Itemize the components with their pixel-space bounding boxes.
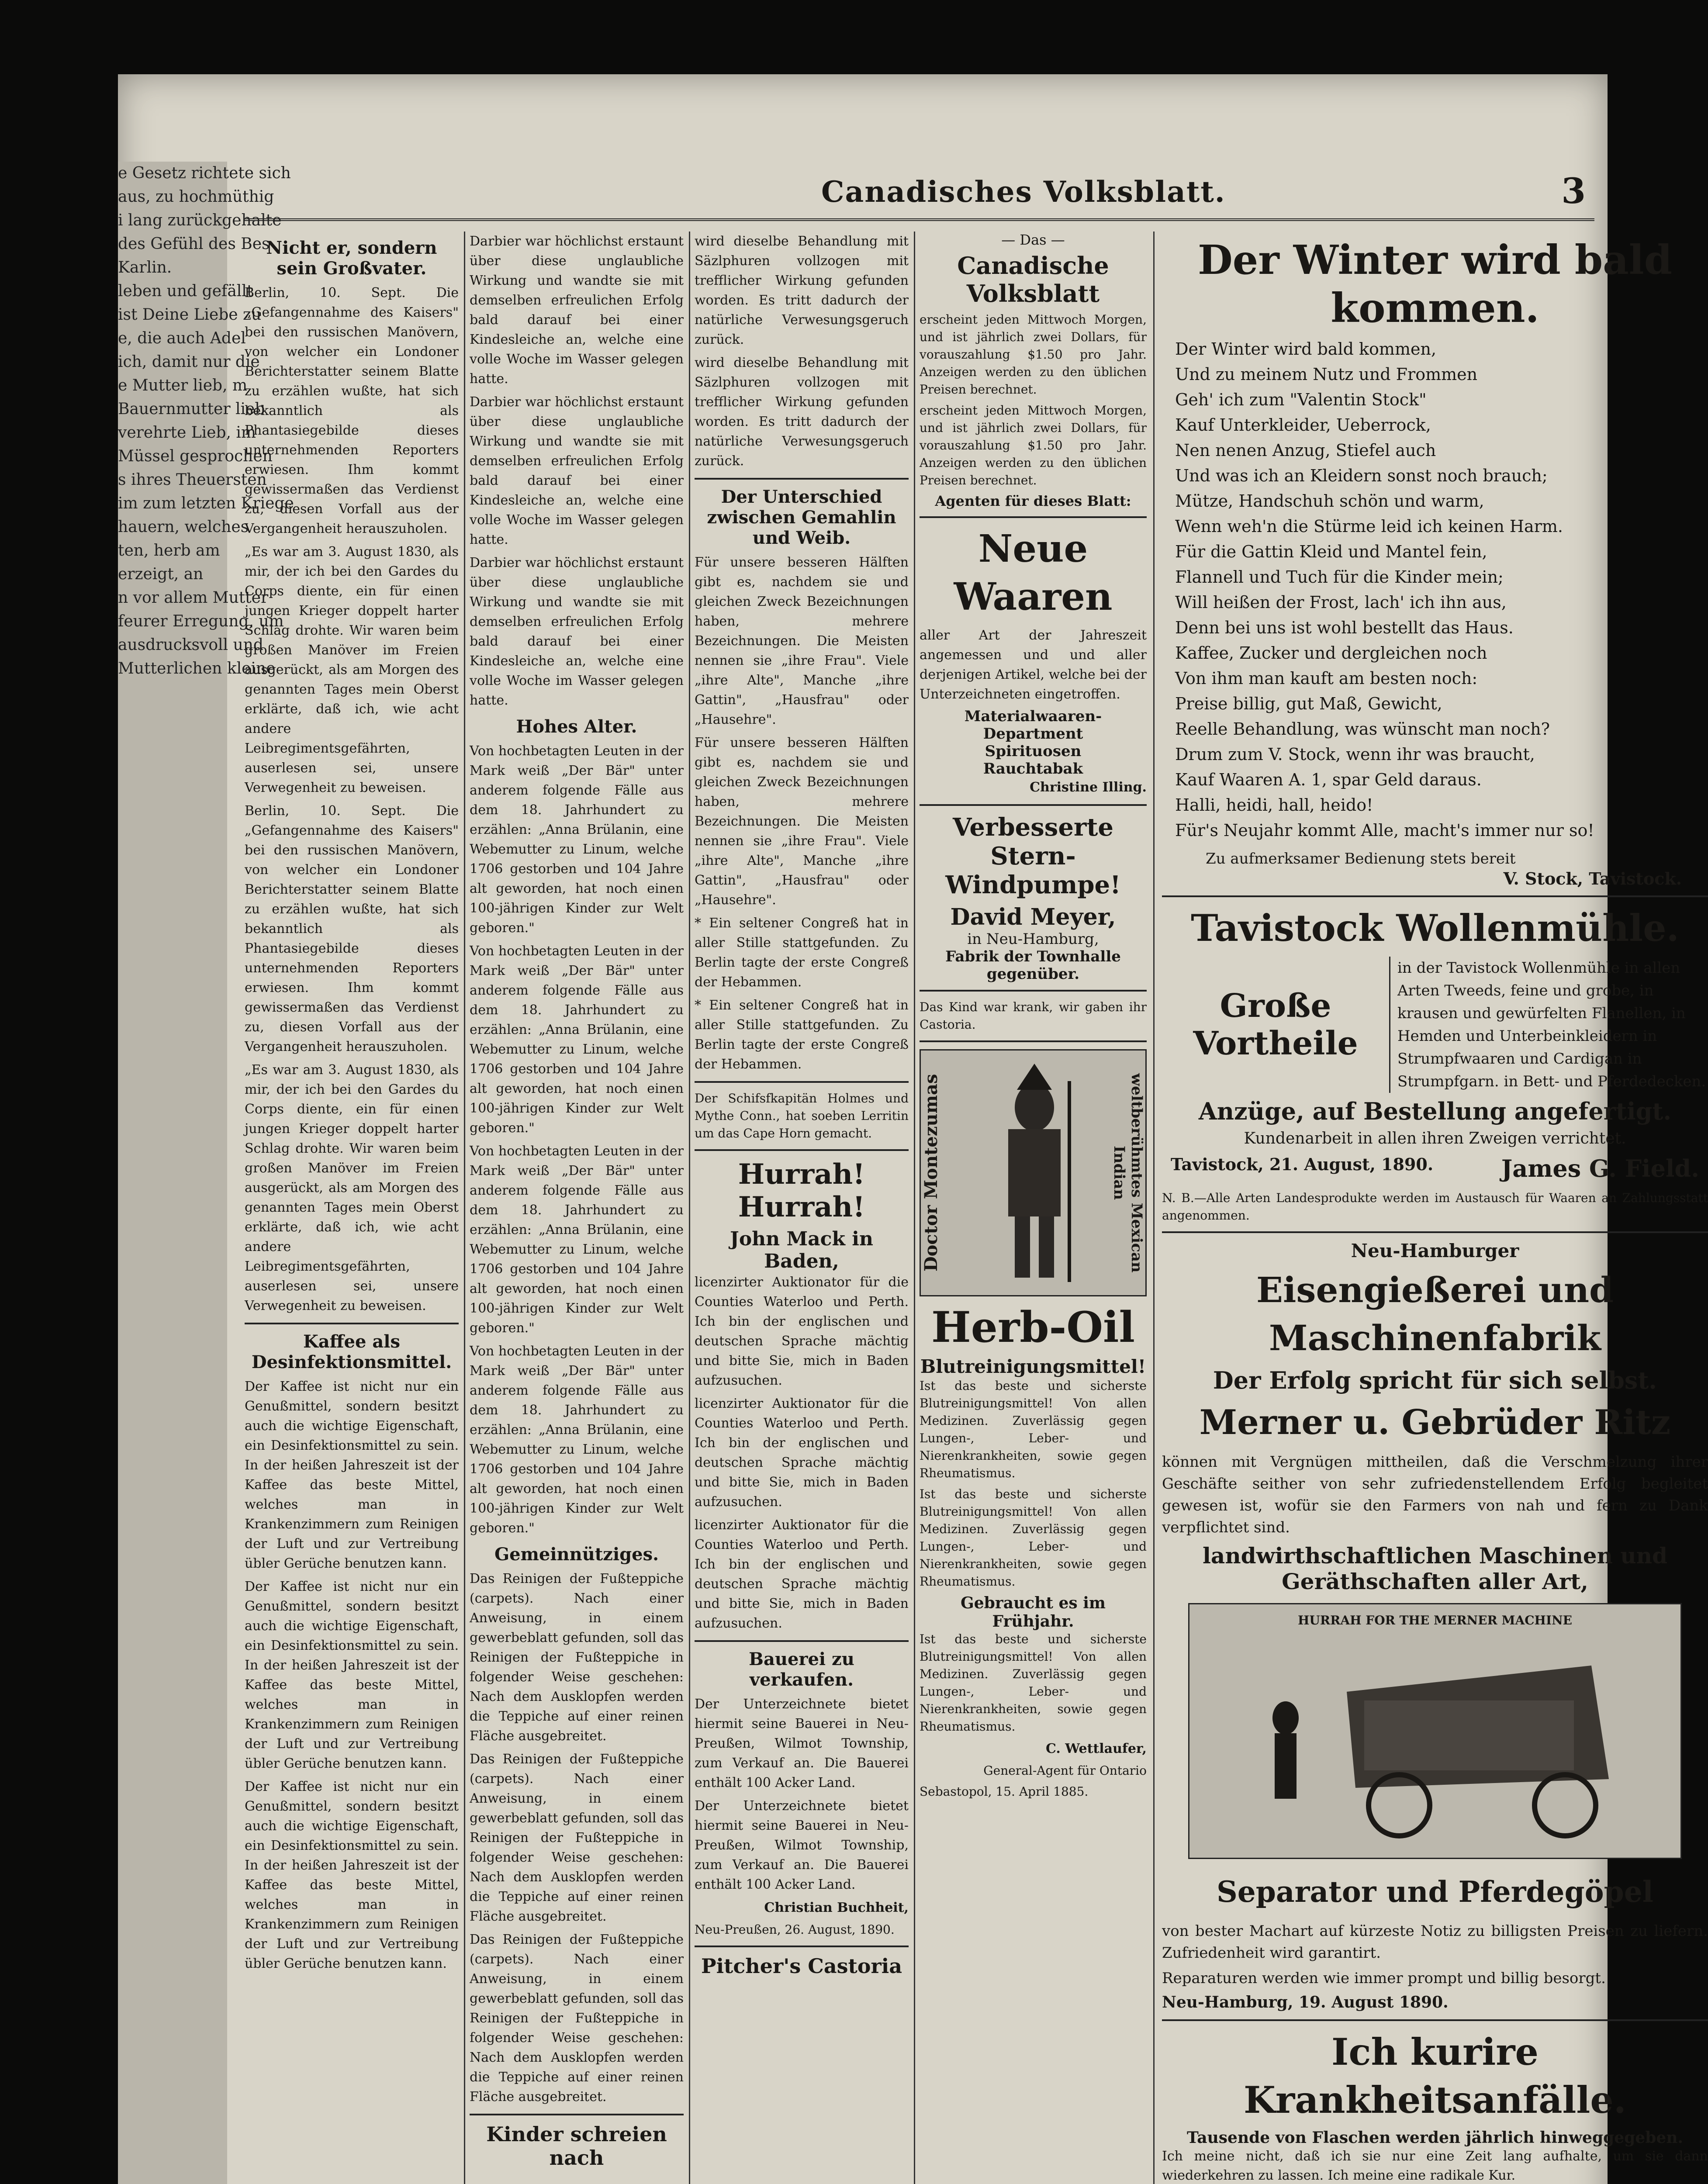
column-5 — [1162, 232, 1708, 2184]
article-text: * Ein seltener Congreß hat in aller Stille stattgefunden. Zu Berlin tagte der erste Congreß der Hebammen. — [695, 998, 909, 1072]
thresher-machine-icon — [1233, 1639, 1626, 1849]
divider — [245, 1323, 459, 1324]
foundry-machines: landwirthschaftlichen Maschinen und Geräthschaften aller Art, — [1202, 1543, 1668, 1594]
column-divider — [1153, 232, 1155, 2184]
notice-text: Der Schifsfkapitän Holmes und Mythe Conn., hat soeben Lerritin um das Cape Horn gemacht. — [695, 1091, 909, 1140]
ad-text: Der Unterzeichnete bietet hiermit seine Bauerei in Neu-Preußen, Wilmot Township, zum Verkauf an. Die Bauerei enthält 100 Acker Land. — [695, 1798, 909, 1892]
column-2 — [470, 232, 684, 2184]
oil-text: Ist das beste und sicherste Blutreinigungsmittel! Von allen Medizinen. Zuverlässig gegen Lungen-, Leber- und Nierenkrankheiten, sowie gegen Rheumatismus. — [920, 1632, 1147, 1734]
prev-line: Müssel gesprochen — [118, 447, 273, 465]
poem-line: Preise billig, gut Maß, Gewicht, — [1175, 694, 1442, 713]
poem-line: Geh' ich zum "Valentin Stock" — [1175, 390, 1427, 409]
mill-order-sub: Kundenarbeit in allen ihren Zweigen verrichtet. — [1244, 1130, 1626, 1147]
poem-line: Denn bei uns ist wohl bestellt das Haus. — [1175, 618, 1514, 637]
castoria-banner: Pitcher's Castoria — [701, 1954, 902, 1978]
article-text: Darbier war höchlichst erstaunt über diese unglaubliche Wirkung und wandte sie mit demselben erfreulichen Erfolg bald darauf bei einer Kindesleiche an, welche eine volle Woche im Wasser gelegen hatte. — [470, 394, 684, 547]
separator-title: Separator und Pferdegöpel — [1217, 1875, 1653, 1909]
oil-date: Sebastopol, 15. April 1885. — [920, 1784, 1089, 1799]
ad-text: Der Unterzeichnete bietet hiermit seine Bauerei in Neu-Preußen, Wilmot Township, zum Verkauf an. Die Bauerei enthält 100 Acker Land. — [695, 1697, 909, 1790]
poem-line: Kauf Waaren A. 1, spar Geld daraus. — [1175, 770, 1482, 789]
divider — [920, 990, 1147, 992]
prev-line: s ihres Theuersten — [118, 471, 267, 489]
poem — [1162, 336, 1708, 843]
divider — [1162, 2019, 1708, 2021]
divider — [695, 1946, 909, 1947]
poem-line: Nen nenen Anzug, Stiefel auch — [1175, 441, 1436, 460]
column-1 — [245, 232, 459, 2184]
castoria-text: Das Kind war krank, wir gaben ihr Castoria. — [920, 1000, 1147, 1032]
prev-line: leben und gefällt — [118, 282, 253, 300]
foundry-title: Eisengießerei und Maschinenfabrik — [1256, 1269, 1614, 1358]
mill-date: Tavistock, 21. August, 1890. — [1171, 1154, 1434, 1174]
article-text: Der Kaffee ist nicht nur ein Genußmittel, sondern besitzt auch die wichtige Eigenschaft, ein Desinfektionsmittel zu sein. In der heißen Jahreszeit ist der Kaffee das beste Mittel, welches man in Krankenzimmern zum Reinigen der Luft und zur Vertreibung übler Gerüche benutzen kann. — [245, 1379, 459, 1571]
poem-line: Von ihm man kauft am besten noch: — [1175, 669, 1478, 688]
ad-text: licenzirter Auktionator für die Counties Waterloo und Perth. Ich bin der englischen und deutschen Sprache mächtig und bitte Sie, mich in Baden aufzusuchen. — [695, 1396, 909, 1510]
prev-line: ten, herb am — [118, 542, 220, 560]
article-text: Darbier war höchlichst erstaunt über diese unglaubliche Wirkung und wandte sie mit demselben erfreulichen Erfolg bald darauf bei einer Kindesleiche an, welche eine volle Woche im Wasser gelegen hatte. — [470, 234, 684, 387]
oil-text: Ist das beste und sicherste Blutreinigungsmittel! Von allen Medizinen. Zuverlässig gegen Lungen-, Leber- und Nierenkrankheiten, sowie gegen Rheumatismus. — [920, 1487, 1147, 1589]
poem-line: Mütze, Handschuh schön und warm, — [1175, 491, 1484, 511]
prev-line: aus, zu hochmüthig — [118, 188, 274, 206]
poem-line: Und was ich an Kleidern sonst noch brauch; — [1175, 466, 1548, 485]
windpump-town: in Neu-Hamburg, — [967, 930, 1099, 948]
article-text: „Es war am 3. August 1830, als mir, der ich bei den Gardes du Corps diente, ein für einen jungen Krieger doppelt harter Schlag drohte. Wir waren beim großen Manöver im Freien ausgerückt, als am Morgen des genannten Tages mein Oberst erklärte, daß ich, wie acht andere Leibregimentsgefährten, auserlesen sei, unsere Verwegenheit zu beweisen. — [245, 544, 459, 795]
foundry-sub: Der Erfolg spricht für sich selbst. — [1213, 1366, 1657, 1394]
prev-line: n vor allem Mutter — [118, 589, 269, 607]
main-page — [232, 74, 1708, 2184]
oil-text: Ist das beste und sicherste Blutreinigungsmittel! Von allen Medizinen. Zuverlässig gegen Lungen-, Leber- und Nierenkrankheiten, sowie gegen Rheumatismus. — [920, 1379, 1147, 1480]
column-3 — [695, 232, 909, 2184]
ad-title: Neue Waaren — [954, 527, 1113, 619]
foundry-top: Neu-Hamburger — [1351, 1240, 1519, 1261]
divider — [695, 1640, 909, 1642]
poem-note: Zu aufmerksamer Bedienung stets bereit — [1206, 850, 1516, 867]
prev-line: im zum letzten Kriege — [118, 494, 294, 512]
poem-line: Flannell und Tuch für die Kinder mein; — [1175, 567, 1504, 587]
cure-title: Ich kurire Krankheitsanfälle. — [1243, 2030, 1627, 2122]
prev-line: e Mutter lieb, m — [118, 377, 248, 394]
divider — [920, 804, 1147, 806]
ad-signature: Christine Illing. — [1030, 780, 1147, 795]
divider — [695, 1149, 909, 1151]
ad-text: licenzirter Auktionator für die Counties Waterloo und Perth. Ich bin der englischen und deutschen Sprache mächtig und bitte Sie, mich in Baden aufzusuchen. — [695, 1517, 909, 1631]
divider — [1162, 1231, 1708, 1233]
paper-info: erscheint jeden Mittwoch Morgen, und ist jährlich zwei Dollars, für vorauszahlung $1.50 pro Jahr. Anzeigen werden zu den üblichen Preisen berechnet. — [920, 403, 1147, 487]
article-text: Berlin, 10. Sept. Die „Gefangennahme des Kaisers" bei den russischen Manövern, von welcher ein Londoner Berichterstatter seinem Blatte zu erzählen wußte, hat sich bekanntlich als Phantasiegebilde dieses unternehmenden Reporters erwiesen. Ihm kommt gewissermaßen das Verdienst zu, diesen Vorfall aus der Vergangenheit herauszuholen. — [245, 803, 459, 1054]
prev-line: ist Deine Liebe zu — [118, 306, 262, 324]
oil-subtitle: Blutreinigungsmittel! — [920, 1356, 1146, 1377]
ad-title: Hurrah! Hurrah! — [738, 1158, 865, 1223]
article-text: „Es war am 3. August 1830, als mir, der ich bei den Gardes du Corps diente, ein für einen jungen Krieger doppelt harter Schlag drohte. Wir waren beim großen Manöver im Freien ausgerückt, als am Morgen des genannten Tages mein Oberst erklärte, daß ich, wie acht andere Leibregimentsgefährten, auserlesen sei, unsere Verwegenheit zu beweisen. — [245, 1062, 459, 1313]
foundry-text: können mit Vergnügen mittheilen, daß die Verschmelzung ihrer Geschäfte seither von sehr zufriedenstellendem Erfolg begleitet gewesen ist, wofür sie den Farmers von nah und fern zu Dank verpflichtet sind. — [1162, 1453, 1708, 1536]
prev-line: ich, damit nur die — [118, 353, 260, 371]
windpump-title: Verbesserte Stern-Windpumpe! — [945, 813, 1121, 899]
column-4 — [920, 232, 1147, 2184]
cure-sub: Tausende von Flaschen werden jährlich hinweggegeben. — [1186, 2129, 1684, 2147]
divider — [920, 1040, 1147, 1042]
article-text: Darbier war höchlichst erstaunt über diese unglaubliche Wirkung und wandte sie mit demselben erfreulichen Erfolg bald darauf bei einer Kindesleiche an, welche eine volle Woche im Wasser gelegen hatte. — [470, 555, 684, 708]
column-divider — [689, 232, 690, 2184]
poem-line: Reelle Behandlung, was wünscht man noch? — [1175, 719, 1550, 739]
header-rule — [245, 218, 1594, 221]
agents-heading: Agenten für dieses Blatt: — [935, 493, 1131, 509]
article-text: Von hochbetagten Leuten in der Mark weiß „Der Bär" unter anderem folgende Fälle aus dem 18. Jahrhundert zu erzählen: „Anna Brülanin, eine Webemutter zu Linum, welche 1706 gestorben und 104 Jahre alt geworden, hat noch einen 100-jährigen Kinder zur Welt geboren." — [470, 1144, 684, 1336]
poem-line: Der Winter wird bald kommen, — [1175, 339, 1437, 359]
prev-line: feurer Erregung, um — [118, 612, 284, 630]
ad-dept: Materialwaaren-Department — [964, 708, 1102, 743]
masthead-small: — Das — — [1001, 232, 1065, 248]
mill-right: in der Tavistock Wollenmühle in allen Arten Tweeds, feine und grobe, in krausen und gewürfelten Flanellen, in Hemden und Unterbeinkleidern in Strumpfwaaren und Cardigan in Strumpfgarn. in Bett- und Pferdedecken. — [1389, 957, 1708, 1093]
ad-text: licenzirter Auktionator für die Counties Waterloo und Perth. Ich bin der englischen und deutschen Sprache mächtig und bitte Sie, mich in Baden aufzusuchen. — [695, 1275, 909, 1388]
article-text: Von hochbetagten Leuten in der Mark weiß „Der Bär" unter anderem folgende Fälle aus dem 18. Jahrhundert zu erzählen: „Anna Brülanin, eine Webemutter zu Linum, welche 1706 gestorben und 104 Jahre alt geworden, hat noch einen 100-jährigen Kinder zur Welt geboren." — [470, 1344, 684, 1536]
thresher-machine-illustration — [1188, 1603, 1682, 1859]
article-heading: Hohes Alter. — [516, 716, 637, 737]
article-text: Von hochbetagten Leuten in der Mark weiß „Der Bär" unter anderem folgende Fälle aus dem 18. Jahrhundert zu erzählen: „Anna Brülanin, eine Webemutter zu Linum, welche 1706 gestorben und 104 Jahre alt geworden, hat noch einen 100-jährigen Kinder zur Welt geboren." — [470, 943, 684, 1136]
article-text: Für unsere besseren Hälften gibt es, nachdem sie und gleichen Zweck Bezeichnungen haben, mehrere Bezeichnungen. Die Meisten nennen sie „ihre Frau". Viele „ihre Alte", Manche „ihre Gattin", „Hausfrau" oder „Hausehre". — [695, 555, 909, 727]
prev-line: Mutterlichen kleine — [118, 660, 276, 677]
windpump-sub: Fabrik der Townhalle gegenüber. — [945, 948, 1121, 983]
prev-line: verehrte Lieb, im — [118, 424, 256, 442]
prev-line: ausdrucksvoll und — [118, 636, 263, 654]
article-heading: Nicht er, sondern sein Großvater. — [266, 238, 437, 279]
prev-line: i lang zurückgehalte — [118, 211, 282, 229]
oil-line: Gebraucht es im Frühjahr. — [960, 1594, 1106, 1631]
divider — [920, 516, 1147, 518]
article-heading: Kaffee als Desinfektionsmittel. — [251, 1331, 452, 1372]
repairs-text: Reparaturen werden wie immer prompt und billig besorgt. — [1162, 1970, 1606, 1987]
article-text: wird dieselbe Behandlung mit Säzlphuren vollzogen mit trefflicher Wirkung gefunden worden. Es tritt dadurch der natürliche Verwesungsgeruch zurück. — [695, 234, 909, 347]
article-text: Von hochbetagten Leuten in der Mark weiß „Der Bär" unter anderem folgende Fälle aus dem 18. Jahrhundert zu erzählen: „Anna Brülanin, eine Webemutter zu Linum, welche 1706 gestorben und 104 Jahre alt geworden, hat noch einen 100-jährigen Kinder zur Welt geboren." — [470, 743, 684, 936]
separator-text: von bester Machart auf kürzeste Notiz zu billigsten Preisen zu liefern. Zufriedenheit wird garantirt. — [1162, 1922, 1708, 1962]
oil-side-left: Doctor Montezumas — [921, 1074, 941, 1272]
prev-line: hauern, welches — [118, 518, 249, 536]
newspaper-title: Canadisches Volksblatt. — [821, 175, 1226, 209]
ad-signature: Christian Buchheit, — [764, 1900, 909, 1915]
divider — [695, 478, 909, 480]
poem-title: Der Winter wird bald kommen. — [1197, 236, 1673, 332]
prev-line: Bauernmutter lieb — [118, 400, 265, 418]
prev-line: erzeigt, an — [118, 565, 204, 583]
windpump-maker: David Meyer, — [950, 904, 1116, 930]
machine-banner: HURRAH FOR THE MERNER MACHINE — [1297, 1613, 1573, 1628]
mill-row — [1162, 957, 1708, 1093]
poem-line: Will heißen der Frost, lach' ich ihn aus, — [1175, 593, 1507, 612]
ad-dept: Rauchtabak — [983, 760, 1083, 778]
page-number: 3 — [1561, 170, 1586, 211]
article-text: Das Reinigen der Fußteppiche (carpets). Nach einer Anweisung, in einem gewerbeblatt gefunden, soll das Reinigen der Fußteppiche in folgender Weise geschehen: Nach dem Ausklopfen werden die Teppiche auf einer reinen Fläche ausgebreitet. — [470, 1571, 684, 1744]
oil-side-right: weltberühmtes Mexican Indian — [1110, 1073, 1145, 1273]
ad-name: John Mack in Baden, — [730, 1228, 873, 1272]
cure-text: Ich meine nicht, daß ich sie nur eine Zeit lang aufhalte, um sie dann wiederkehren zu lassen. Ich meine eine radikale Kur. — [1162, 2149, 1708, 2183]
article-text: Das Reinigen der Fußteppiche (carpets). Nach einer Anweisung, in einem gewerbeblatt gefunden, soll das Reinigen der Fußteppiche in folgender Weise geschehen: Nach dem Ausklopfen werden die Teppiche auf einer reinen Fläche ausgebreitet. — [470, 1752, 684, 1924]
paper-title: Canadische Volksblatt — [957, 252, 1109, 308]
divider — [1162, 895, 1708, 897]
article-text: Der Kaffee ist nicht nur ein Genußmittel, sondern besitzt auch die wichtige Eigenschaft, ein Desinfektionsmittel zu sein. In der heißen Jahreszeit ist der Kaffee das beste Mittel, welches man in Krankenzimmern zum Reinigen der Luft und zur Vertreibung übler Gerüche benutzen kann. — [245, 1579, 459, 1771]
column-divider — [464, 232, 465, 2184]
article-text: Berlin, 10. Sept. Die „Gefangennahme des Kaisers" bei den russischen Manövern, von welcher ein Londoner Berichterstatter seinem Blatte zu erzählen wußte, hat sich bekanntlich als Phantasiegebilde dieses unternehmenden Reporters erwiesen. Ihm kommt gewissermaßen das Verdienst zu, diesen Vorfall aus der Vergangenheit herauszuholen. — [245, 285, 459, 536]
ad-date: Neu-Preußen, 26. August, 1890. — [695, 1922, 895, 1937]
article-heading: Gemeinnütziges. — [494, 1544, 659, 1565]
mill-note: N. B.—Alle Arten Landesprodukte werden im Austausch für Waaren an Zahlungsstatt angenommen. — [1162, 1191, 1708, 1223]
divider — [470, 2114, 684, 2115]
prev-line: des Gefühl des Bes — [118, 235, 270, 253]
mill-left: Große Vortheile — [1193, 987, 1358, 1062]
mill-order: Anzüge, auf Bestellung angefertigt. — [1198, 1097, 1672, 1125]
mill-signature: James G. Field. — [1501, 1154, 1699, 1182]
article-text: * Ein seltener Congreß hat in aller Stille stattgefunden. Zu Berlin tagte der erste Congreß der Hebammen. — [695, 916, 909, 990]
article-text: wird dieselbe Behandlung mit Säzlphuren vollzogen mit trefflicher Wirkung gefunden worden. Es tritt dadurch der natürliche Verwesungsgeruch zurück. — [695, 355, 909, 469]
poem-line: Kauf Unterkleider, Ueberrock, — [1175, 415, 1431, 435]
poem-line: Für's Neujahr kommt Alle, macht's immer nur so! — [1175, 821, 1594, 840]
oil-title: Herb-Oil — [931, 1303, 1135, 1352]
poem-line: Und zu meinem Nutz und Frommen — [1175, 365, 1478, 384]
poem-line: Kaffee, Zucker und dergleichen noch — [1175, 643, 1487, 663]
article-text: Das Reinigen der Fußteppiche (carpets). Nach einer Anweisung, in einem gewerbeblatt gefunden, soll das Reinigen der Fußteppiche in folgender Weise geschehen: Nach dem Ausklopfen werden die Teppiche auf einer reinen Fläche ausgebreitet. — [470, 1932, 684, 2105]
previous-page-strip — [118, 162, 294, 2184]
paper-info: erscheint jeden Mittwoch Morgen, und ist jährlich zwei Dollars, für vorauszahlung $1.50 pro Jahr. Anzeigen werden zu den üblichen Preisen berechnet. — [920, 312, 1147, 397]
ad-dept: Spirituosen — [985, 743, 1082, 760]
mill-footer — [1171, 1154, 1699, 1182]
poem-line: Für die Gattin Kleid und Mantel fein, — [1175, 542, 1487, 561]
poem-line: Drum zum V. Stock, wenn ihr was braucht, — [1175, 745, 1535, 764]
poem-line: Halli, heidi, hall, heido! — [1175, 795, 1373, 815]
prev-line: e, die auch Adel — [118, 329, 246, 347]
oil-agent: C. Wettlaufer, — [1046, 1741, 1147, 1756]
poem-line: Wenn weh'n die Stürme leid ich keinen Harm. — [1175, 517, 1563, 536]
foundry-firm: Merner u. Gebrüder Ritz — [1199, 1403, 1671, 1442]
prev-line: e Gesetz richtete sich — [118, 164, 291, 182]
poem-signature: V. Stock, Tavistock. — [1503, 869, 1682, 888]
ad-heading: Bauerei zu verkaufen. — [749, 1649, 854, 1690]
castoria-banner: Kinder schreien nach — [486, 2122, 667, 2170]
article-text: Der Kaffee ist nicht nur ein Genußmittel, sondern besitzt auch die wichtige Eigenschaft, ein Desinfektionsmittel zu sein. In der heißen Jahreszeit ist der Kaffee das beste Mittel, welches man in Krankenzimmern zum Reinigen der Luft und zur Vertreibung übler Gerüche benutzen kann. — [245, 1779, 459, 1971]
foundry-date: Neu-Hamburg, 19. August 1890. — [1162, 1993, 1449, 2011]
mill-title: Tavistock Wollenmühle. — [1191, 906, 1679, 950]
masthead — [232, 170, 1608, 214]
oil-agent-sub: General-Agent für Ontario — [983, 1763, 1147, 1778]
divider — [695, 1081, 909, 1083]
ad-text: aller Art der Jahreszeit angemessen und und aller derjenigen Artikel, welche bei der Unterzeichneten eingetroffen. — [920, 628, 1147, 702]
column-divider — [914, 232, 915, 2184]
indian-figure-illustration — [920, 1049, 1147, 1296]
indian-figure-icon — [956, 1055, 1113, 1291]
prev-line: Karlin. — [118, 259, 172, 276]
article-heading: Der Unterschied zwischen Gemahlin und Weib. — [707, 487, 896, 548]
newspaper-page — [118, 74, 1708, 2184]
article-text: Für unsere besseren Hälften gibt es, nachdem sie und gleichen Zweck Bezeichnungen haben, mehrere Bezeichnungen. Die Meisten nennen sie „ihre Frau". Viele „ihre Alte", Manche „ihre Gattin", „Hausfrau" oder „Hausehre". — [695, 735, 909, 908]
